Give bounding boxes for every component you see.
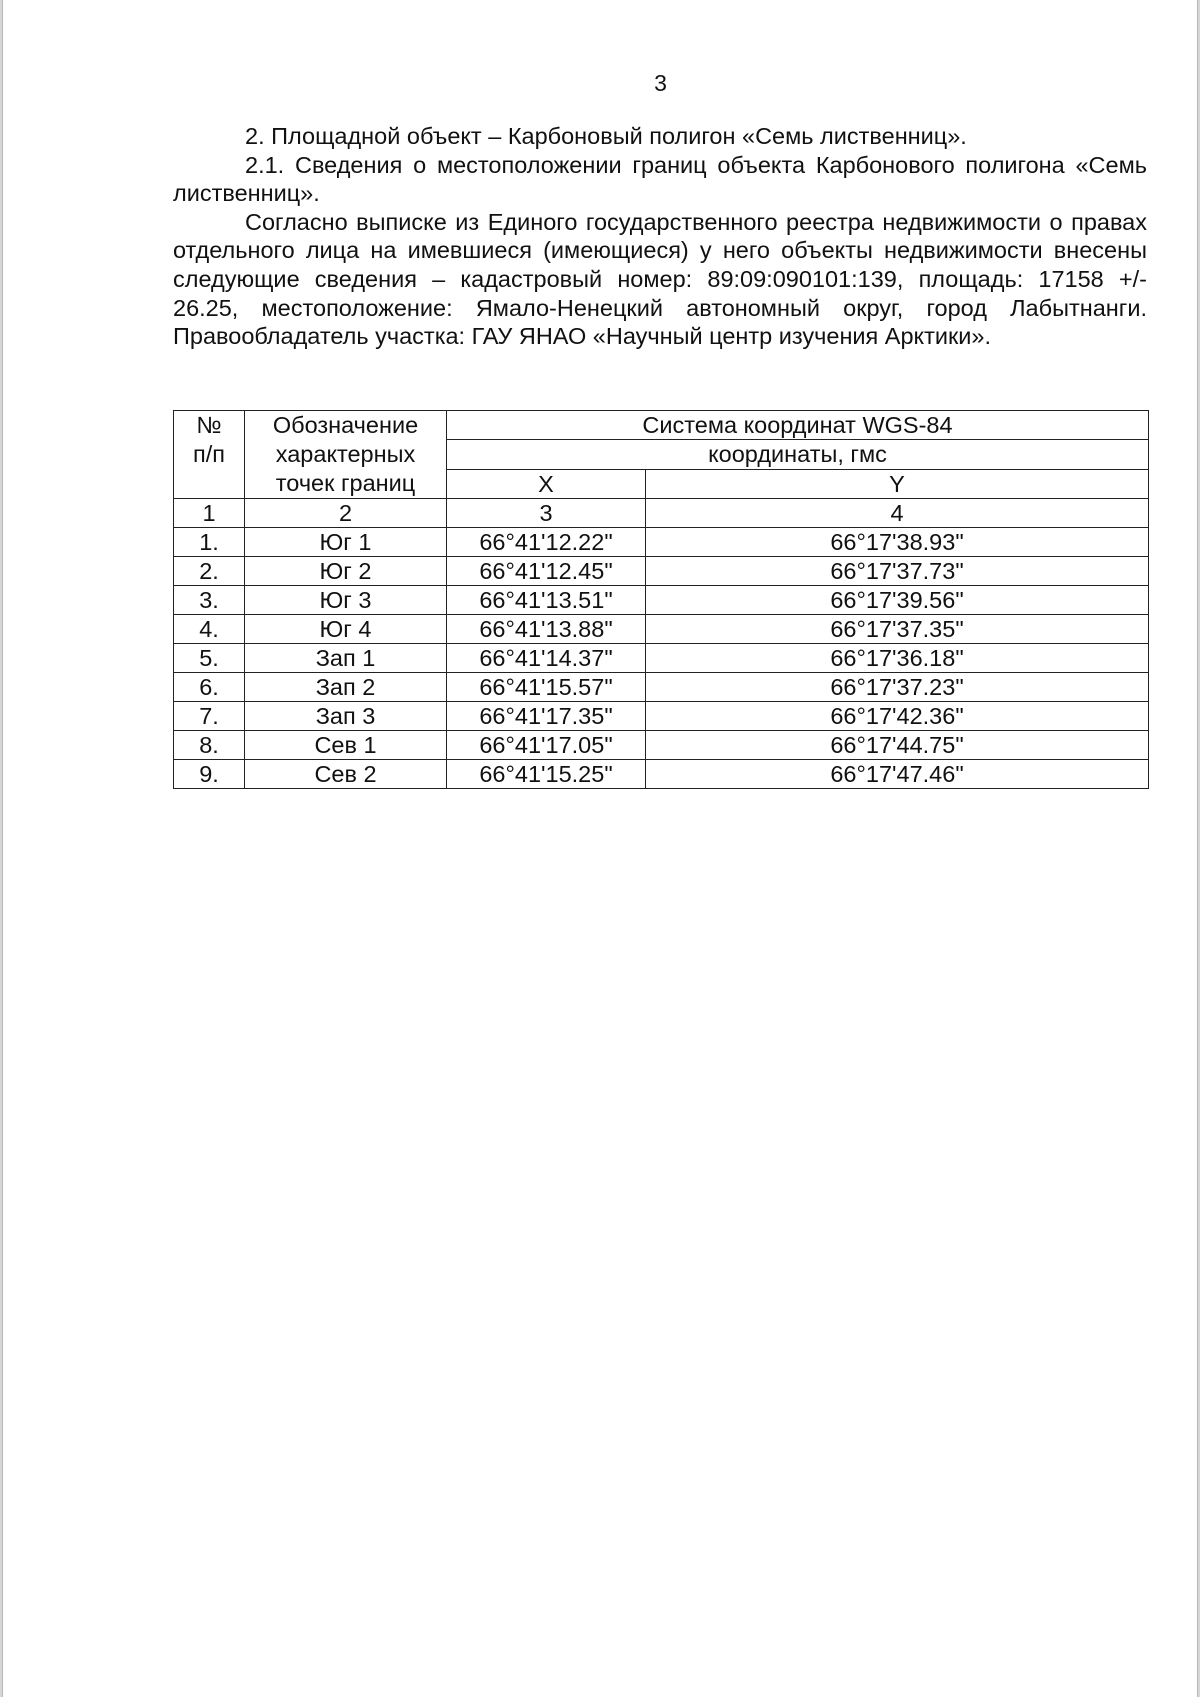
x-coordinate: 66°41'14.37" — [447, 644, 646, 673]
column-number: 4 — [646, 499, 1149, 528]
row-number: 7. — [174, 702, 245, 731]
header-designation-line-1: Обозначение — [272, 412, 419, 438]
header-coordinate-units: координаты, гмс — [447, 440, 1149, 469]
header-designation-cell — [245, 411, 447, 499]
column-number: 2 — [245, 499, 447, 528]
row-number: 6. — [174, 673, 245, 702]
table-row — [174, 528, 1149, 557]
table-row — [174, 586, 1149, 615]
point-name: Юг 4 — [245, 615, 447, 644]
y-coordinate: 66°17'38.93" — [646, 528, 1149, 557]
column-number: 1 — [174, 499, 245, 528]
table-row — [174, 615, 1149, 644]
x-coordinate: 66°41'15.25" — [447, 760, 646, 789]
point-name: Зап 3 — [245, 702, 447, 731]
table-row — [174, 731, 1149, 760]
row-number: 9. — [174, 760, 245, 789]
y-coordinate: 66°17'36.18" — [646, 644, 1149, 673]
y-coordinate: 66°17'37.35" — [646, 615, 1149, 644]
header-number-abbrev: п/п — [193, 441, 225, 467]
header-x-column: X — [447, 469, 646, 498]
section-heading: 2. Площадной объект – Карбоновый полигон «Семь лиственниц». — [245, 123, 967, 149]
x-coordinate: 66°41'17.05" — [447, 731, 646, 760]
coordinates-table — [173, 410, 1149, 789]
y-coordinate: 66°17'44.75" — [646, 731, 1149, 760]
x-coordinate: 66°41'13.51" — [447, 586, 646, 615]
document-body — [173, 122, 1147, 351]
x-coordinate: 66°41'13.88" — [447, 615, 646, 644]
point-name: Юг 3 — [245, 586, 447, 615]
point-name: Юг 1 — [245, 528, 447, 557]
point-name: Зап 1 — [245, 644, 447, 673]
point-name: Юг 2 — [245, 557, 447, 586]
x-coordinate: 66°41'17.35" — [447, 702, 646, 731]
row-number: 8. — [174, 731, 245, 760]
point-name: Сев 2 — [245, 760, 447, 789]
y-coordinate: 66°17'42.36" — [646, 702, 1149, 731]
subsection-heading: 2.1. Сведения о местоположении границ объекта Карбонового полигона «Семь лиственниц». — [173, 151, 1147, 207]
row-number: 4. — [174, 615, 245, 644]
column-number-row — [174, 499, 1149, 528]
header-number-cell — [174, 411, 245, 499]
row-number: 1. — [174, 528, 245, 557]
x-coordinate: 66°41'12.45" — [447, 557, 646, 586]
table-row — [174, 557, 1149, 586]
x-coordinate: 66°41'15.57" — [447, 673, 646, 702]
header-designation-line-2: характерных — [275, 441, 416, 467]
y-coordinate: 66°17'47.46" — [646, 760, 1149, 789]
table-row — [174, 702, 1149, 731]
y-coordinate: 66°17'39.56" — [646, 586, 1149, 615]
cadastral-paragraph: Согласно выписке из Единого государственного реестра недвижимости о правах отдельного лица на имевшиеся (имеющиеся) у него объекты недвижимости внесены следующие сведения – кадастровый номер: 89:09:090101:139, площадь: 17158 +/- 26.25, местоположение: Ямало-Ненецкий автономный округ, город Лабытнанги. Правообладатель участка: ГАУ ЯНАО «Научный центр изучения Арктики». — [173, 208, 1147, 350]
y-coordinate: 66°17'37.73" — [646, 557, 1149, 586]
table-row — [174, 644, 1149, 673]
table-row — [174, 673, 1149, 702]
y-coordinate: 66°17'37.23" — [646, 673, 1149, 702]
point-name: Зап 2 — [245, 673, 447, 702]
point-name: Сев 1 — [245, 731, 447, 760]
document-page — [2, 0, 1198, 1697]
row-number: 5. — [174, 644, 245, 673]
row-number: 2. — [174, 557, 245, 586]
header-y-column: Y — [646, 469, 1149, 498]
page-number: 3 — [654, 70, 667, 96]
table-row — [174, 760, 1149, 789]
x-coordinate: 66°41'12.22" — [447, 528, 646, 557]
header-designation-line-3: точек границ — [275, 470, 416, 496]
header-coordinate-system: Система координат WGS-84 — [447, 411, 1149, 440]
row-number: 3. — [174, 586, 245, 615]
header-number-symbol: № — [196, 412, 222, 438]
table-header-row — [174, 411, 1149, 440]
column-number: 3 — [447, 499, 646, 528]
